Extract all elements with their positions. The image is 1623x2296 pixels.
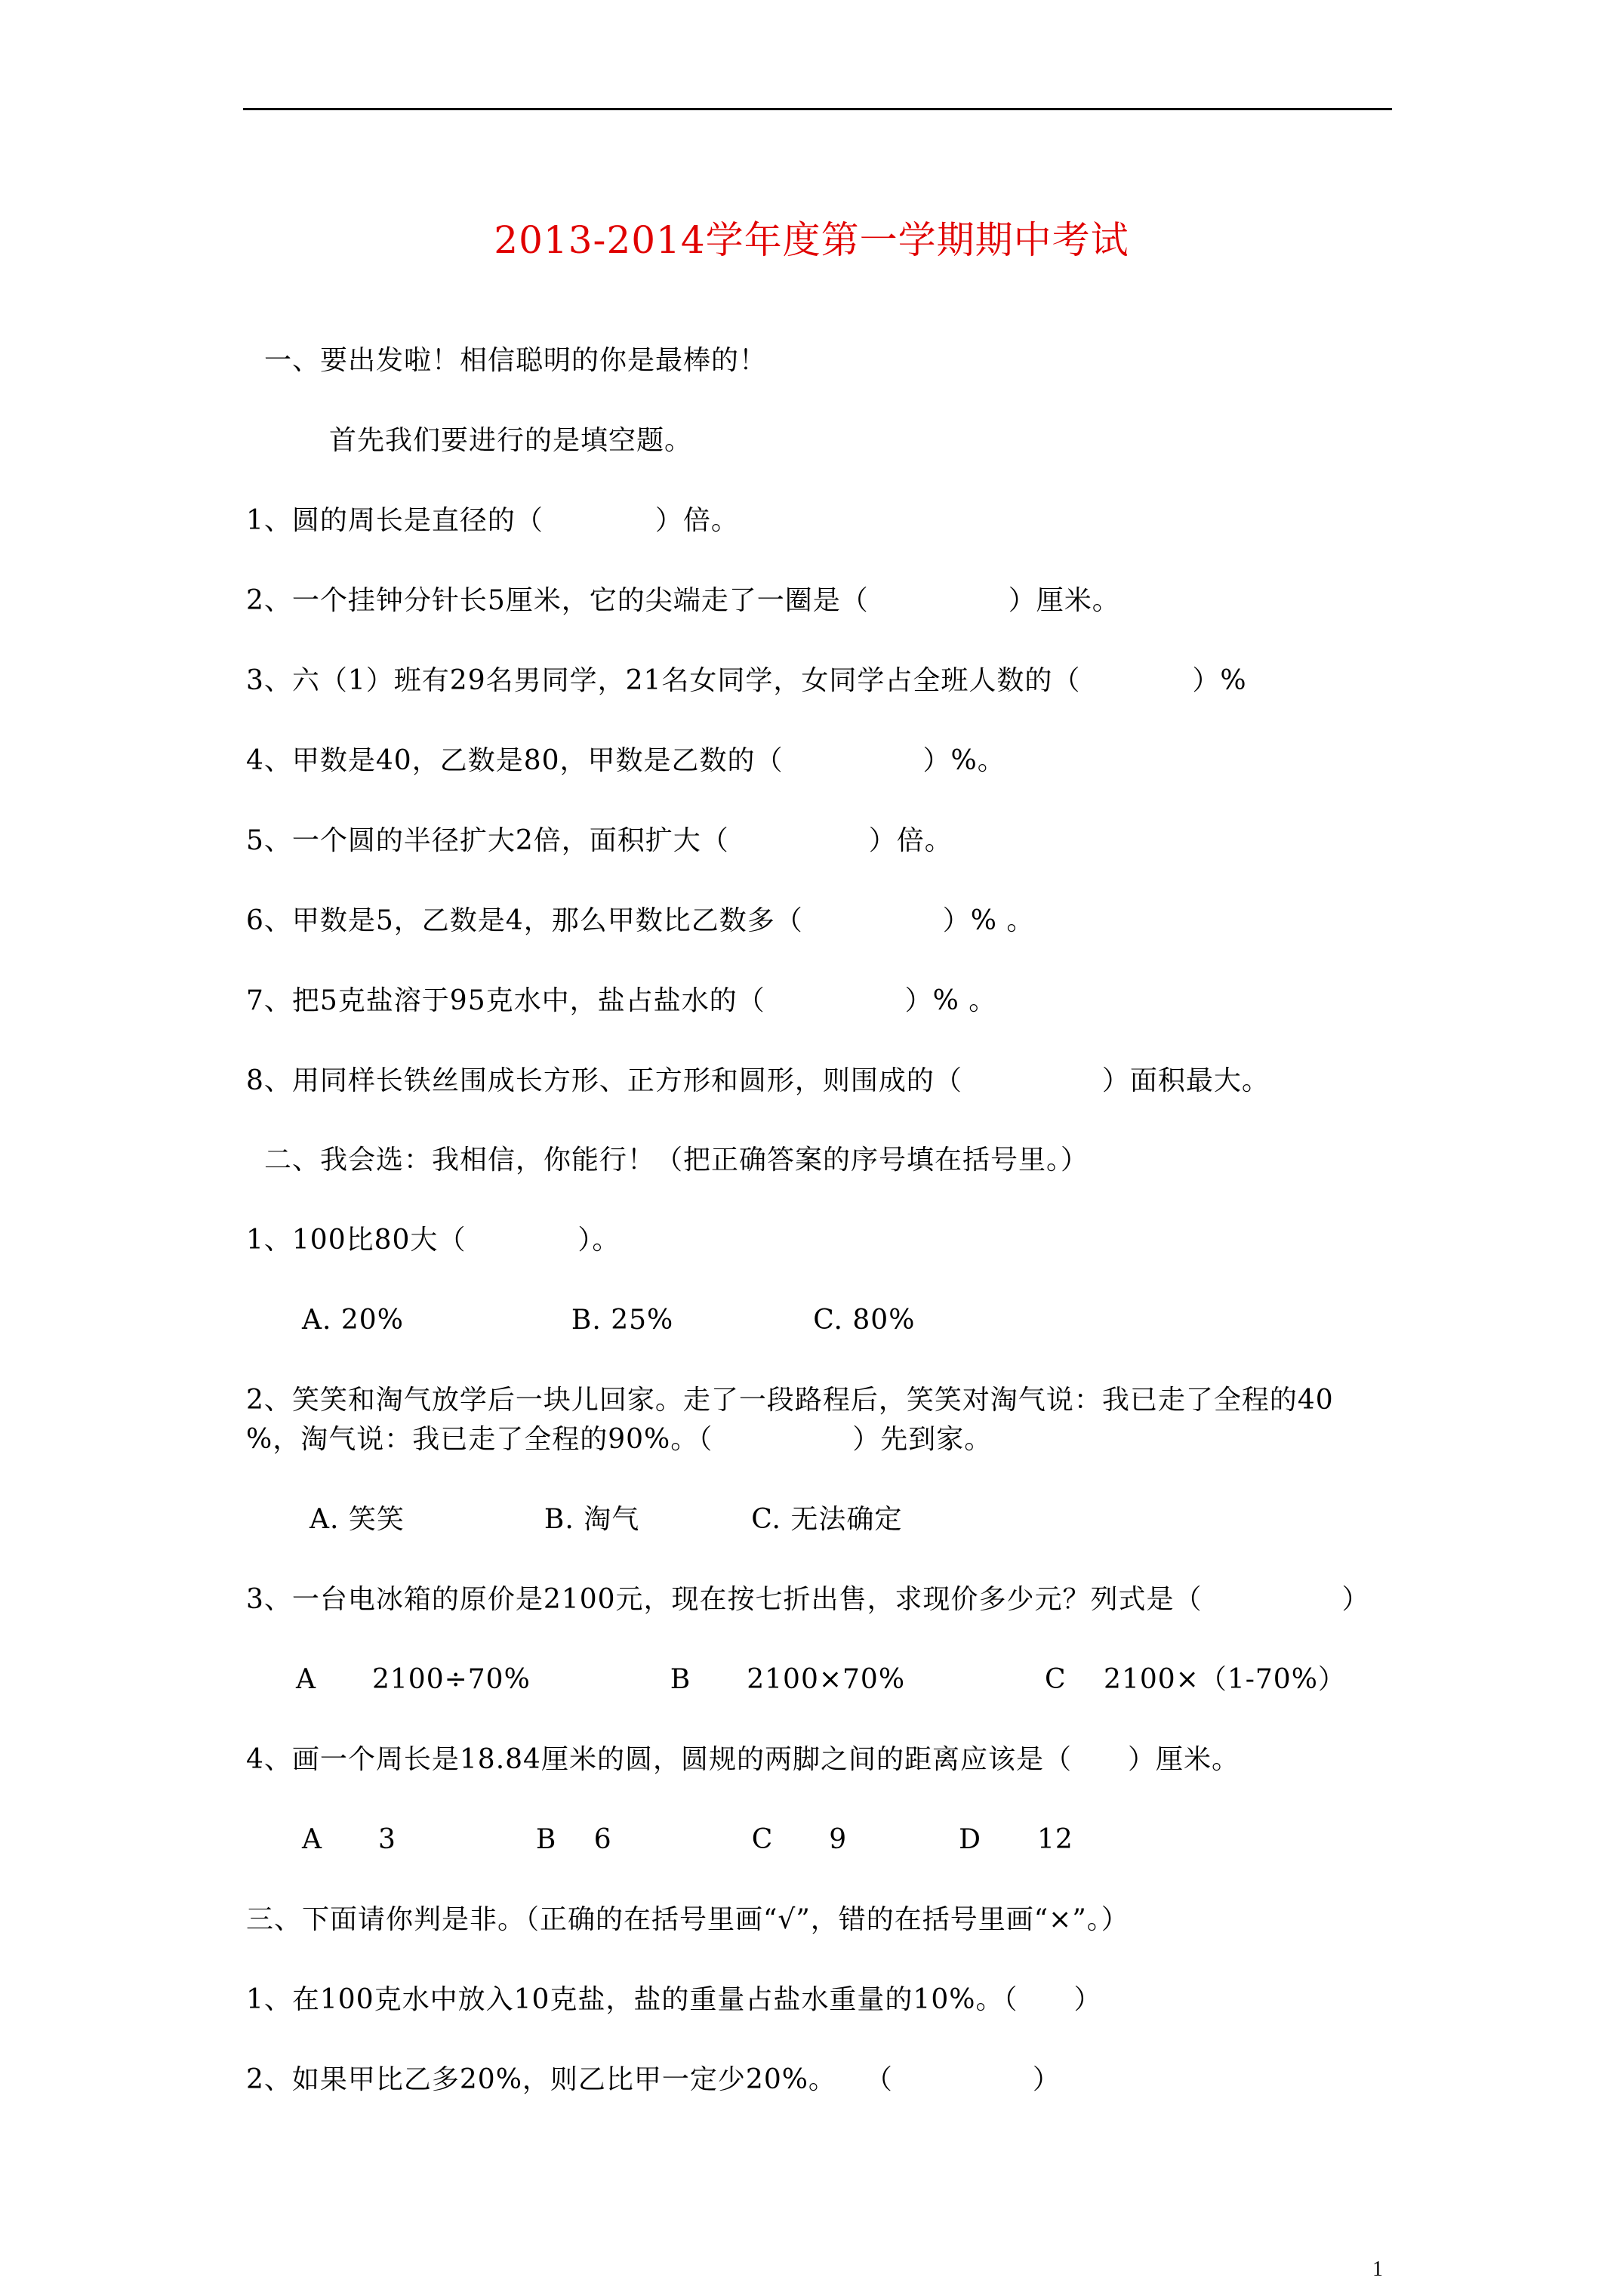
fill-question-1: 1、圆的周长是直径的（ ）倍。 [246,505,739,536]
choice-question-1-options: A. 20% B. 25% C. 80% [302,1305,916,1336]
choice-question-2-line1: 2、笑笑和淘气放学后一块儿回家。走了一段路程后，笑笑对淘气说：我已走了全程的40 [246,1385,1334,1416]
judge-question-1: 1、在100克水中放入10克盐，盐的重量占盐水重量的10%。（ ） [246,1984,1102,2015]
fill-question-6: 6、甲数是5，乙数是4，那么甲数比乙数多（ ）% 。 [246,905,1035,936]
fill-question-3: 3、六（1）班有29名男同学，21名女同学，女同学占全班人数的（ ）% [246,665,1247,696]
choice-question-1: 1、100比80大（ ）。 [246,1225,621,1256]
fill-question-7: 7、把5克盐溶于95克水中，盐占盐水的（ ）% 。 [246,985,997,1016]
choice-question-3-options: A 2100÷70% B 2100×70% C 2100×（1-70%） [296,1664,1346,1695]
section1-intro: 首先我们要进行的是填空题。 [329,425,693,456]
page-title: 2013-2014学年度第一学期期中考试 [494,218,1129,262]
section1-heading: 一、要出发啦！相信聪明的你是最棒的！ [264,345,768,376]
fill-question-4: 4、甲数是40，乙数是80，甲数是乙数的（ ）%。 [246,745,1006,776]
judge-question-2: 2、如果甲比乙多20%，则乙比甲一定少20%。 （ ） [246,2064,1061,2095]
choice-question-4-options: A 3 B 6 C 9 D 12 [302,1824,1073,1855]
choice-question-2-line2: %，淘气说：我已走了全程的90%。（ ）先到家。 [246,1424,993,1455]
fill-question-2: 2、一个挂钟分针长5厘米，它的尖端走了一圈是（ ）厘米。 [246,585,1120,616]
choice-question-2-options: A. 笑笑 B. 淘气 C. 无法确定 [310,1504,903,1535]
choice-question-4: 4、画一个周长是18.84厘米的圆，圆规的两脚之间的距离应该是（ ）厘米。 [246,1744,1240,1775]
fill-question-8: 8、用同样长铁丝围成长方形、正方形和圆形，则围成的（ ）面积最大。 [246,1065,1270,1096]
choice-question-3: 3、一台电冰箱的原价是2100元，现在按七折出售，求现价多少元？列式是（ ） [246,1584,1370,1615]
section2-heading: 二、我会选：我相信，你能行！（把正确答案的序号填在括号里。） [264,1145,1089,1176]
section3-heading: 三、下面请你判是非。（正确的在括号里画“√”，错的在括号里画“×”。） [246,1904,1129,1935]
page-number: 1 [1372,2257,1383,2281]
fill-question-5: 5、一个圆的半径扩大2倍，面积扩大（ ）倍。 [246,825,953,856]
header-rule [243,108,1392,110]
